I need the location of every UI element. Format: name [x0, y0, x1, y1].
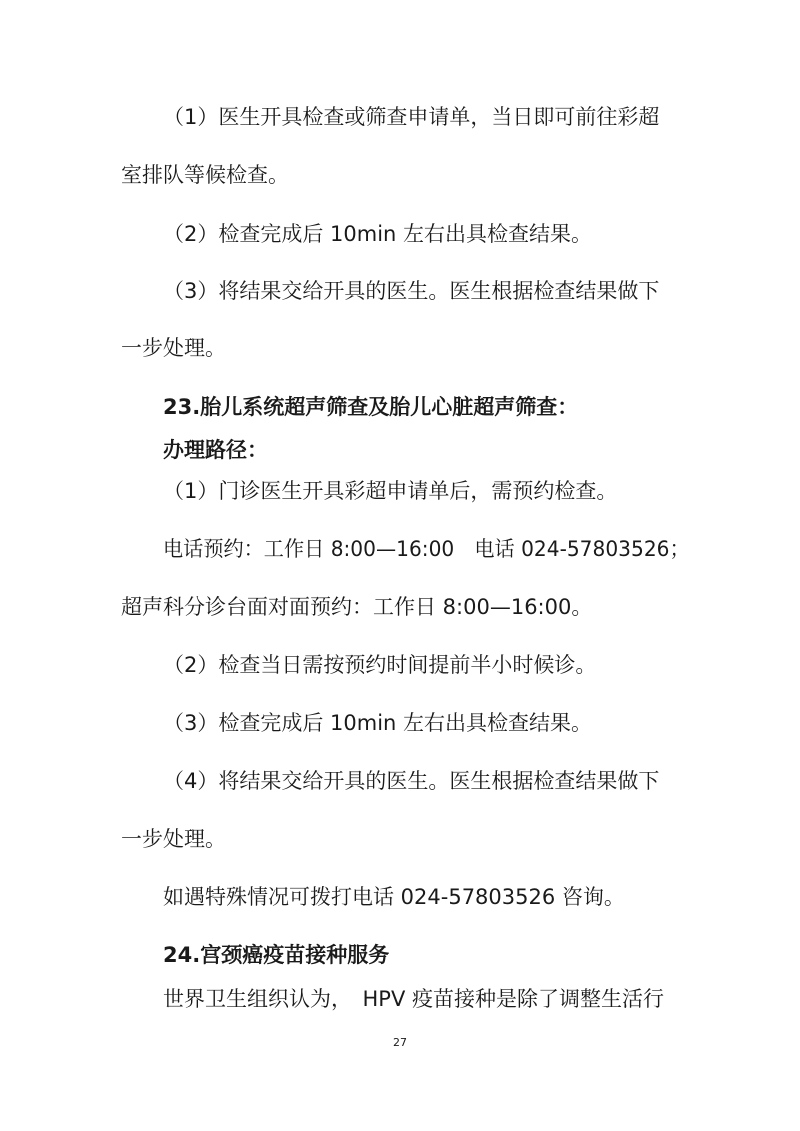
phone-appointment-line: 电话预约：工作日 8:00—16:00 电话 024-57803526； [163, 537, 690, 561]
section-24-paragraph-line-1: 世界卫生组织认为， HPV 疫苗接种是除了调整生活行 [163, 987, 664, 1011]
section-23-step-2: （2）检查当日需按预约时间提前半小时候诊。 [163, 653, 597, 677]
section-23-step-4-line-2: 一步处理。 [121, 827, 226, 851]
section-23-step-3: （3）检查完成后 10min 左右出具检查结果。 [163, 711, 593, 735]
page-number: 27 [393, 1036, 407, 1049]
step-2-line: （2）检查完成后 10min 左右出具检查结果。 [163, 222, 593, 246]
procedure-subheading: 办理路径： [163, 438, 268, 462]
section-23-heading: 23.胎儿系统超声筛查及胎儿心脏超声筛查： [163, 395, 579, 419]
consultation-phone-line: 如遇特殊情况可拨打电话 024-57803526 咨询。 [163, 885, 625, 909]
step-3-line-1: （3）将结果交给开具的医生。医生根据检查结果做下 [163, 279, 660, 303]
section-24-heading: 24.宫颈癌疫苗接种服务 [163, 943, 390, 967]
step-1-line-1: （1）医生开具检查或筛查申请单，当日即可前往彩超 [163, 105, 660, 129]
section-23-step-4-line-1: （4）将结果交给开具的医生。医生根据检查结果做下 [163, 769, 660, 793]
step-1-line-2: 室排队等候检查。 [121, 163, 289, 187]
step-3-line-2: 一步处理。 [121, 336, 226, 360]
section-23-step-1: （1）门诊医生开具彩超申请单后，需预约检查。 [163, 479, 618, 503]
desk-appointment-line: 超声科分诊台面对面预约：工作日 8:00—16:00。 [121, 595, 593, 619]
